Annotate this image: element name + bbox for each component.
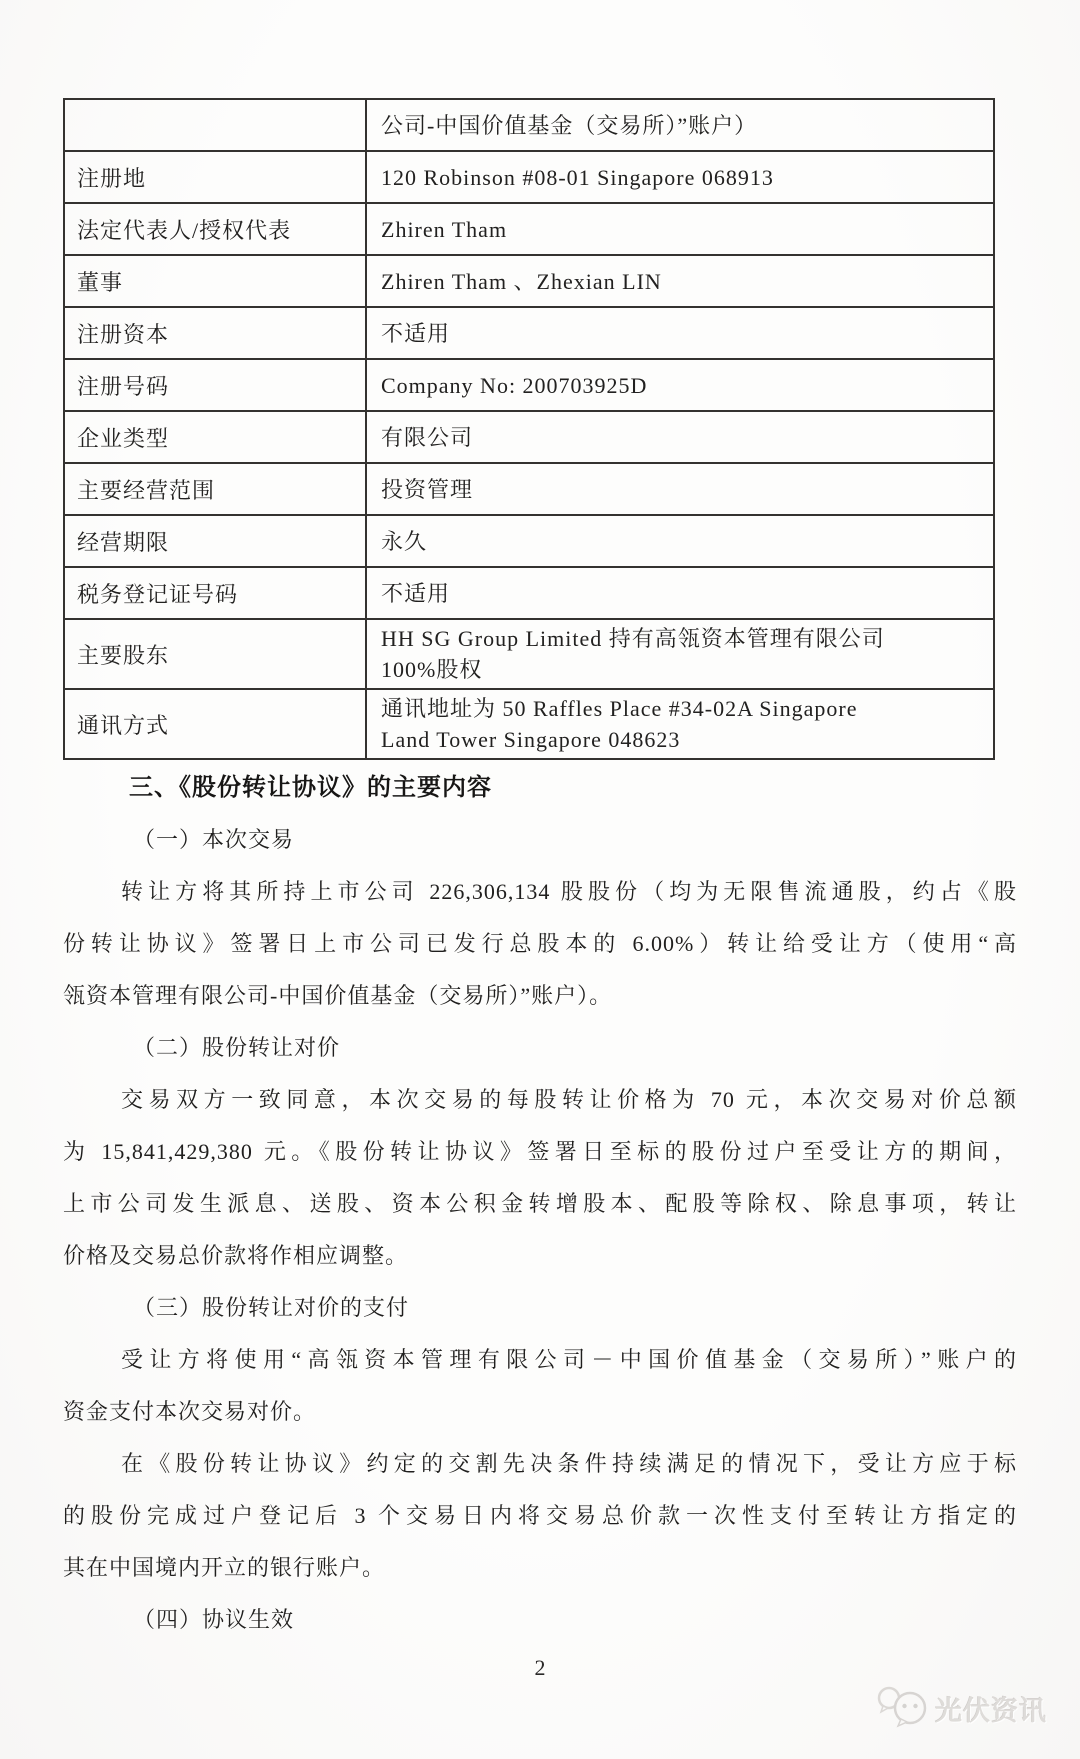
table-row	[64, 515, 994, 567]
row-value-line: 不适用	[381, 580, 451, 606]
company-info-table	[63, 98, 995, 760]
row-value-line: 不适用	[381, 320, 451, 346]
table-row	[64, 689, 994, 759]
row-label: 经营期限	[64, 515, 366, 567]
subsection-heading: （三）股份转让对价的支付	[133, 1295, 410, 1320]
table-row	[64, 99, 994, 151]
paragraph-line: 份转让协议》签署日上市公司已发行总股本的 6.00%）转让给受让方（使用“高	[63, 931, 1017, 956]
table-row	[64, 203, 994, 255]
subsection-heading: （二）股份转让对价	[133, 1035, 341, 1060]
row-label: 董事	[64, 255, 366, 307]
row-value	[366, 307, 994, 359]
row-value	[366, 463, 994, 515]
paragraph-line: 在《股份转让协议》约定的交割先决条件持续满足的情况下，受让方应于标	[121, 1451, 1017, 1476]
row-label: 法定代表人/授权代表	[64, 203, 366, 255]
row-value-line: Zhiren Tham	[381, 216, 508, 242]
row-value	[366, 255, 994, 307]
paragraph-line: 的股份完成过户登记后 3 个交易日内将交易总价款一次性支付至转让方指定的	[63, 1503, 1017, 1528]
row-label: 主要股东	[64, 619, 366, 689]
row-value-line: 通讯地址为 50 Raffles Place #34-02A Singapore	[381, 696, 858, 721]
table-row	[64, 359, 994, 411]
row-label: 注册号码	[64, 359, 366, 411]
watermark-text: 光伏资讯	[935, 1695, 1047, 1726]
company-info-table-body	[64, 99, 994, 759]
paragraph-line: 交易双方一致同意，本次交易的每股转让价格为 70 元，本次交易对价总额	[121, 1087, 1017, 1112]
row-value-line: 有限公司	[381, 424, 474, 450]
page-number: 2	[534, 1655, 546, 1680]
row-label: 税务登记证号码	[64, 567, 366, 619]
paragraph-line: 其在中国境内开立的银行账户。	[63, 1555, 386, 1580]
row-value	[366, 689, 994, 759]
table-row	[64, 307, 994, 359]
row-value	[366, 619, 994, 689]
paragraph-line: 资金支付本次交易对价。	[63, 1399, 317, 1424]
row-value-line: 公司-中国价值基金（交易所）”账户）	[381, 112, 758, 138]
row-value	[366, 151, 994, 203]
row-value	[366, 359, 994, 411]
row-label: 企业类型	[64, 411, 366, 463]
paragraph-line: 瓴资本管理有限公司-中国价值基金（交易所）”账户）。	[63, 983, 613, 1008]
paragraph-line: 转让方将其所持上市公司 226,306,134 股股份（均为无限售流通股，约占《股	[121, 879, 1017, 904]
watermark	[876, 1684, 1047, 1732]
table-row	[64, 255, 994, 307]
row-value-line: 投资管理	[381, 476, 474, 502]
row-value-line: 永久	[381, 528, 428, 554]
row-label: 注册地	[64, 151, 366, 203]
table-row	[64, 619, 994, 689]
row-value-line: HH SG Group Limited 持有高瓴资本管理有限公司	[381, 626, 885, 651]
paragraph-line: 受让方将使用“高瓴资本管理有限公司－中国价值基金（交易所）”账户的	[121, 1347, 1017, 1372]
row-label: 通讯方式	[64, 689, 366, 759]
row-value	[366, 567, 994, 619]
document-body	[63, 762, 1017, 1646]
row-value-line: Zhiren Tham 、Zhexian LIN	[381, 268, 662, 294]
row-value	[366, 99, 994, 151]
row-value-line: 100%股权	[381, 657, 483, 682]
subsection-heading: （四）协议生效	[133, 1607, 295, 1632]
row-value	[366, 515, 994, 567]
table-row	[64, 567, 994, 619]
row-value-line: 120 Robinson #08-01 Singapore 068913	[381, 164, 774, 190]
subsection-heading: （一）本次交易	[133, 827, 295, 852]
row-label	[64, 99, 366, 151]
row-label: 主要经营范围	[64, 463, 366, 515]
row-value	[366, 411, 994, 463]
table-row	[64, 411, 994, 463]
row-label: 注册资本	[64, 307, 366, 359]
paragraph-line: 为 15,841,429,380 元。《股份转让协议》签署日至标的股份过户至受让方的期间，	[63, 1139, 1017, 1164]
section-heading: 三、《股份转让协议》的主要内容	[129, 775, 492, 801]
wechat-bubbles-icon	[876, 1683, 930, 1734]
row-value-line: Company No: 200703925D	[381, 372, 648, 398]
paragraph-line: 价格及交易总价款将作相应调整。	[63, 1243, 409, 1268]
table-row	[64, 151, 994, 203]
section-content	[63, 814, 1017, 1646]
row-value-line: Land Tower Singapore 048623	[381, 727, 681, 752]
table-row	[64, 463, 994, 515]
row-value	[366, 203, 994, 255]
paragraph-line: 上市公司发生派息、送股、资本公积金转增股本、配股等除权、除息事项，转让	[63, 1191, 1017, 1216]
